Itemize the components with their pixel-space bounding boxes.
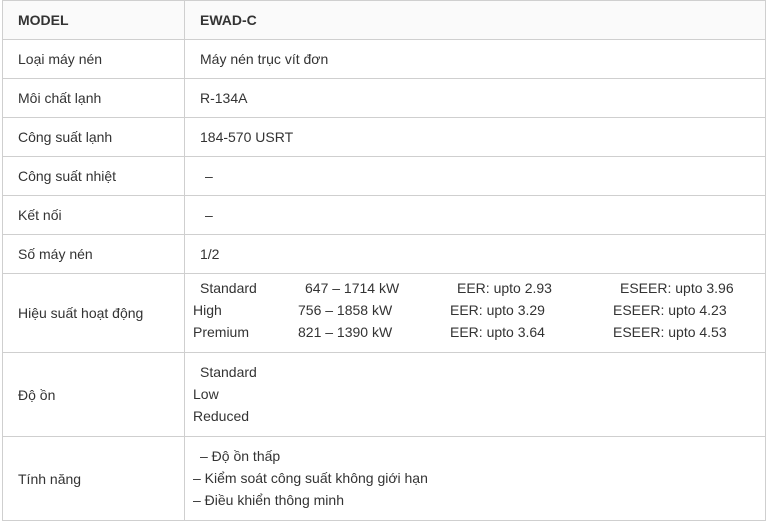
feature-item: – Điều khiển thông minh xyxy=(193,492,344,508)
noise-level: Reduced xyxy=(193,408,250,424)
performance-grid xyxy=(185,274,765,352)
table-header-row xyxy=(3,1,766,40)
row-label: Kết nối xyxy=(3,196,185,235)
spec-table xyxy=(2,0,766,521)
row-label: Hiệu suất hoạt động xyxy=(3,274,185,353)
row-label: Môi chất lạnh xyxy=(3,79,185,118)
table-row xyxy=(3,118,766,157)
row-label: Độ ồn xyxy=(3,353,185,437)
capacity-range: 647 – 1714 kW xyxy=(305,280,400,296)
noise-list xyxy=(185,353,765,436)
row-value xyxy=(185,157,766,196)
row-value: Máy nén trục vít đơn xyxy=(185,40,766,79)
eer-value: EER: upto 3.29 xyxy=(450,302,545,318)
row-value: 184-570 USRT xyxy=(185,118,766,157)
row-label: Công suất lạnh xyxy=(3,118,185,157)
eer-value: EER: upto 2.93 xyxy=(457,280,552,296)
performance-row xyxy=(3,274,766,353)
version-name: Premium xyxy=(193,324,250,340)
capacity-range: 821 – 1390 kW xyxy=(298,324,393,340)
table-row xyxy=(3,235,766,274)
features-list xyxy=(185,437,765,520)
row-label: Loại máy nén xyxy=(3,40,185,79)
dash-text: – xyxy=(205,168,213,184)
noise-values xyxy=(185,353,766,437)
performance-values xyxy=(185,274,766,353)
noise-row xyxy=(3,353,766,437)
capacity-range: 756 – 1858 kW xyxy=(298,302,393,318)
table-row xyxy=(3,196,766,235)
row-label: Số máy nén xyxy=(3,235,185,274)
noise-level: Low xyxy=(193,386,219,402)
table-row xyxy=(3,40,766,79)
version-name: High xyxy=(193,302,222,318)
dash-text: – xyxy=(205,207,213,223)
eer-value: EER: upto 3.64 xyxy=(450,324,545,340)
row-label: Tính năng xyxy=(3,437,185,521)
eseer-value: ESEER: upto 4.23 xyxy=(613,302,727,318)
row-value: 1/2 xyxy=(185,235,766,274)
version-name: Standard xyxy=(200,280,257,296)
eseer-value: ESEER: upto 3.96 xyxy=(620,280,734,296)
header-model-value: EWAD-C xyxy=(185,1,766,40)
row-value xyxy=(185,196,766,235)
eseer-value: ESEER: upto 4.53 xyxy=(613,324,727,340)
feature-item: – Kiểm soát công suất không giới hạn xyxy=(193,470,428,486)
row-label: Công suất nhiệt xyxy=(3,157,185,196)
noise-level: Standard xyxy=(200,364,257,380)
features-values xyxy=(185,437,766,521)
feature-item: – Độ ồn thấp xyxy=(200,448,281,464)
table-row xyxy=(3,157,766,196)
header-model: MODEL xyxy=(3,1,185,40)
table-row xyxy=(3,79,766,118)
features-row xyxy=(3,437,766,521)
row-value: R-134A xyxy=(185,79,766,118)
